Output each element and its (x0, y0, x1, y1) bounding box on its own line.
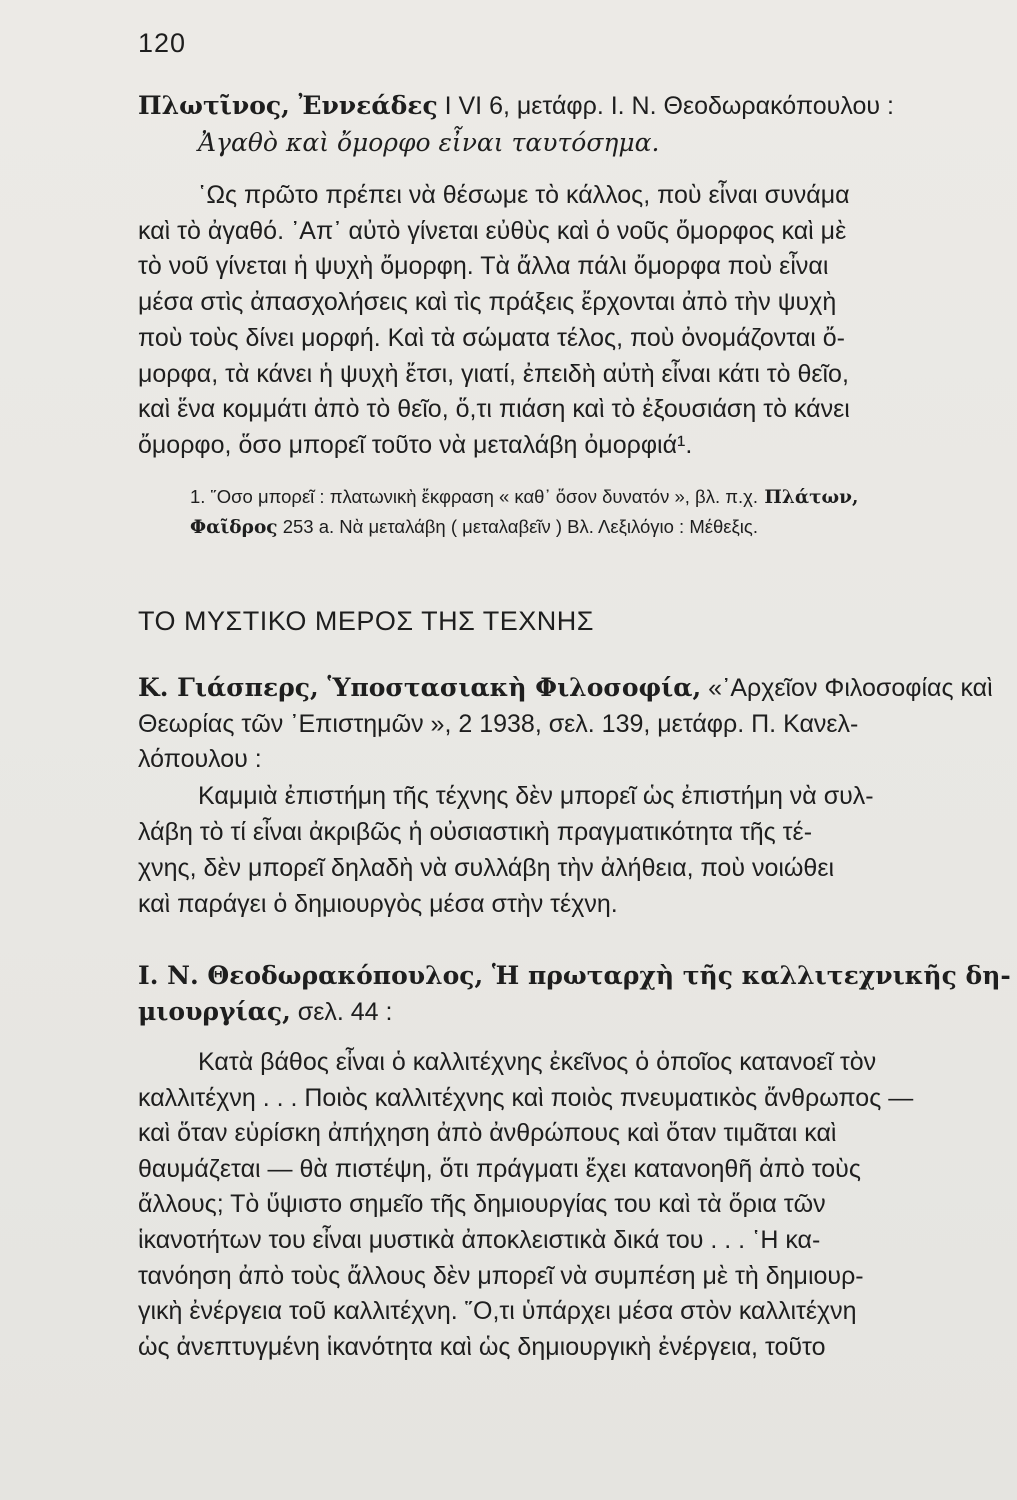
passage-line: ἱκανοτήτων του εἶναι μυστικὰ ἀποκλειστικὰ δικά του . . . ῾Η κα- (138, 1225, 821, 1254)
passage-line: χνης, δὲν μπορεῖ δηλαδὴ νὰ συλλάβη τὴν ἀλήθεια, ποὺ νοιώθει (138, 854, 835, 882)
citation-author-work: Ι. Ν. Θεοδωρακόπουλος, Ἡ πρωταρχὴ τῆς καλλιτεχνικῆς δη- (138, 961, 1011, 990)
passage-line: ῾Ως πρῶτο πρέπει νὰ θέσωμε τὸ κάλλος, ποὺ εἶναι συνάμα (198, 181, 850, 209)
page-number: 120 (138, 28, 187, 58)
citation-subtitle: Ἀγαθὸ καὶ ὄμορφο εἶναι ταυτόσημα. (198, 127, 660, 157)
passage-line: Καμμιὰ ἐπιστήμη τῆς τέχνης δὲν μπορεῖ ὡς ἐπιστήμη νὰ συλ- (198, 782, 874, 810)
citation-details: σελ. 44 : (290, 997, 393, 1026)
passage-line: μέσα στὶς ἀπασχολήσεις καὶ τὶς πράξεις ἔρχονται ἀπὸ τὴν ψυχὴ (138, 288, 837, 317)
citation-details: I VI 6, μετάφρ. Ι. Ν. Θεοδωρακόπουλου : (437, 92, 894, 120)
passage-line: μορφα, τὰ κάνει ἡ ψυχὴ ἔτσι, γιατί, ἐπειδὴ αὐτὴ εἶναι κάτι τὸ θεῖο, (138, 359, 849, 388)
passage-line: θαυμάζεται — θὰ πιστέψη, ὅτι πράγματι ἔχει κατανοηθῆ ἀπὸ τοὺς (138, 1154, 861, 1183)
passage-line: καὶ ὅταν εὑρίσκη ἀπήχηση ἀπὸ ἀνθρώπους καὶ ὅταν τιμᾶται καὶ (138, 1119, 837, 1148)
passage-line: καλλιτέχνη . . . Ποιὸς καλλιτέχνης καὶ ποιὸς πνευματικὸς ἄνθρωπος — (138, 1083, 914, 1112)
passage-line: ποὺ τοὺς δίνει μορφή. Καὶ τὰ σώματα τέλος, ποὺ ὀνομάζονται ὄ- (138, 323, 846, 352)
citation-author-work: Πλωτῖνος, Ἐννεάδες (138, 91, 438, 120)
passage-line: τανόηση ἀπὸ τοὺς ἄλλους δὲν μπορεῖ νὰ συμπέση μὲ τὴ δημιουρ- (138, 1261, 864, 1290)
passage-line: Κατὰ βάθος εἶναι ὁ καλλιτέχνης ἐκεῖνος ὁ ὁποῖος κατανοεῖ τὸν (198, 1048, 877, 1076)
theodorakopoulos-citation (138, 958, 1011, 1030)
theodorakopoulos-passage (138, 1045, 968, 1365)
jaspers-citation (138, 670, 993, 778)
jaspers-passage (138, 778, 968, 922)
footnote-line: 1. ῞Οσο μπορεῖ : πλατωνικὴ ἔκφραση « καθ᾽ ὅσον δυνατόν », βλ. π.χ. (190, 486, 758, 507)
citation-work: μιουργίας, (138, 996, 291, 1026)
citation-details: λόπουλου : (138, 745, 262, 773)
plotinus-citation (138, 88, 968, 160)
footnote-work: Φαῖδρος (190, 517, 278, 538)
passage-line: γικὴ ἐνέργεια τοῦ καλλιτέχνη. ῞Ο,τι ὑπάρχει μέσα στὸν καλλιτέχνη (138, 1297, 857, 1326)
citation-author-work: Κ. Γιάσπερς, Ὑποστασιακὴ Φιλοσοφία, (138, 673, 702, 702)
citation-details: Θεωρίας τῶν ᾿Επιστημῶν », 2 1938, σελ. 139, μετάφρ. Π. Κανελ- (138, 709, 859, 738)
passage-line: καὶ ἕνα κομμάτι ἀπὸ τὸ θεῖο, ὅ,τι πιάση καὶ τὸ ἐξουσιάση τὸ κάνει (138, 395, 850, 424)
citation-details: «᾿Αρχεῖον Φιλοσοφίας καὶ (701, 674, 993, 702)
footnote (190, 482, 990, 542)
passage-line: τὸ νοῦ γίνεται ἡ ψυχὴ ὄμορφη. Τὰ ἄλλα πάλι ὄμορφα ποὺ εἶναι (138, 252, 829, 281)
passage-line: καὶ παράγει ὁ δημιουργὸς μέσα στὴν τέχνη. (138, 890, 618, 918)
footnote-author: Πλάτων, (757, 487, 859, 508)
passage-line: ἄλλους; Τὸ ὕψιστο σημεῖο τῆς δημιουργίας του καὶ τὰ ὅρια τῶν (138, 1190, 826, 1219)
passage-line: ὄμορφο, ὅσο μπορεῖ τοῦτο νὰ μεταλάβη ὀμορφιά¹. (138, 430, 693, 459)
section-heading: ΤΟ ΜΥΣΤΙΚΟ ΜΕΡΟΣ ΤΗΣ ΤΕΧΝΗΣ (138, 606, 594, 636)
passage-line: λάβη τὸ τί εἶναι ἀκριβῶς ἡ οὐσιαστικὴ πραγματικότητα τῆς τέ- (138, 818, 813, 846)
plotinus-passage (138, 178, 968, 464)
footnote-line: 253 a. Νὰ μεταλάβη ( μεταλαβεῖν ) Βλ. Λεξιλόγιο : Μέθεξις. (277, 516, 758, 537)
passage-line: καὶ τὸ ἀγαθό. ᾿Απ᾽ αὐτὸ γίνεται εὐθὺς καὶ ὁ νοῦς ὄμορφος καὶ μὲ (138, 216, 847, 245)
passage-line: ὡς ἀνεπτυγμένη ἱκανότητα καὶ ὡς δημιουργικὴ ἐνέργεια, τοῦτο (138, 1332, 826, 1361)
